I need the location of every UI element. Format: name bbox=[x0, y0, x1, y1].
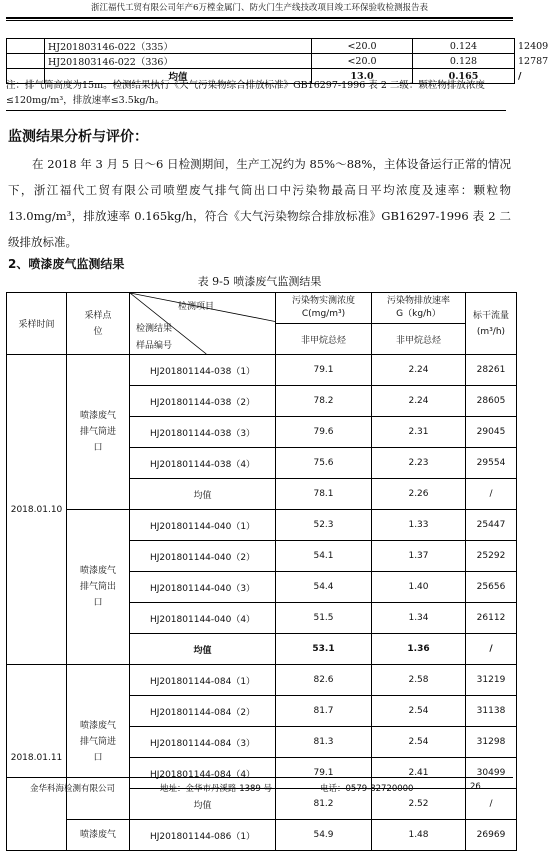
concentration-cell: <20.0 bbox=[312, 54, 413, 69]
section-heading: 2、喷漆废气监测结果 bbox=[8, 257, 125, 271]
table-row bbox=[7, 665, 517, 696]
rate-cell: 1.33 bbox=[372, 510, 466, 541]
average-label: 均值 bbox=[130, 634, 276, 665]
header-sub-conc: 非甲烷总烃 bbox=[276, 324, 372, 355]
table-caption: 表 9-5 喷漆废气监测结果 bbox=[197, 275, 322, 288]
header-rule-thin bbox=[6, 20, 513, 21]
sampling-point: 喷漆废气排气筒进口 bbox=[67, 355, 130, 510]
concentration-cell: 54.9 bbox=[276, 820, 372, 851]
rate-cell: 0.124 bbox=[413, 39, 515, 54]
sampling-point: 喷漆废气 bbox=[67, 820, 130, 851]
flow-cell: 29554 bbox=[466, 448, 517, 479]
header-result: 检测结果 bbox=[136, 324, 173, 334]
concentration-cell: <20.0 bbox=[312, 39, 413, 54]
rate-cell: 2.54 bbox=[372, 727, 466, 758]
evaluation-heading: 监测结果分析与评价： bbox=[8, 129, 148, 145]
header-sub-rate: 非甲烷总烃 bbox=[372, 324, 466, 355]
concentration-cell: 79.1 bbox=[276, 355, 372, 386]
average-label: 均值 bbox=[130, 479, 276, 510]
flow-cell: / bbox=[466, 634, 517, 665]
rate-cell: 1.48 bbox=[372, 820, 466, 851]
evaluation-paragraph: 在 2018 年 3 月 5 日～6 日检测期间，生产工况约为 85%～88%，主体设备运行正常的情况下，浙江福代工贸有限公司喷塑废气排气筒出口中污染物最高日平均浓度及速率：颗粒物 13.0mg/m³，排放速率 0.165kg/h，符合《大气污染物综合排放标准》GB16297-1996 表 2 二级排放标准。 bbox=[8, 157, 511, 249]
rate-cell: 2.54 bbox=[372, 696, 466, 727]
header-time: 采样时间 bbox=[7, 293, 67, 355]
footer-rule bbox=[6, 777, 513, 778]
header-conc: 污染物实测浓度 C(mg/m³) bbox=[276, 293, 372, 324]
table-row bbox=[7, 820, 517, 851]
flow-cell: 30499 bbox=[466, 758, 517, 789]
concentration-cell: 51.5 bbox=[276, 603, 372, 634]
sampling-point: 喷漆废气排气筒出口 bbox=[67, 510, 130, 665]
sample-id: HJ201801144-084（1） bbox=[130, 665, 276, 696]
concentration-cell: 54.4 bbox=[276, 572, 372, 603]
header-row bbox=[7, 293, 517, 324]
paint-exhaust-table bbox=[6, 292, 517, 851]
sampling-point: 喷漆废气排气筒进口 bbox=[67, 665, 130, 820]
rate-cell: 2.58 bbox=[372, 665, 466, 696]
flow-cell: 31298 bbox=[466, 727, 517, 758]
sample-id: HJ201801144-084（4） bbox=[130, 758, 276, 789]
concentration-cell: 78.2 bbox=[276, 386, 372, 417]
header-rule bbox=[6, 17, 513, 19]
table-row bbox=[7, 510, 517, 541]
sample-id: HJ201801144-038（2） bbox=[130, 386, 276, 417]
rate-cell: 2.23 bbox=[372, 448, 466, 479]
rate-cell: 0.165 bbox=[413, 69, 515, 84]
rate-cell: 1.34 bbox=[372, 603, 466, 634]
footer-address: 地址：金华市丹溪路 1389 号 bbox=[160, 784, 273, 794]
rate-cell: 2.24 bbox=[372, 386, 466, 417]
rate-cell: 2.52 bbox=[372, 789, 466, 820]
sample-id: HJ201801144-040（1） bbox=[130, 510, 276, 541]
sample-id: HJ201801144-038（4） bbox=[130, 448, 276, 479]
sample-id: HJ201801144-040（3） bbox=[130, 572, 276, 603]
concentration-cell: 79.6 bbox=[276, 417, 372, 448]
concentration-cell: 82.6 bbox=[276, 665, 372, 696]
sample-id: HJ201801144-040（2） bbox=[130, 541, 276, 572]
sampling-date: 2018.01.11 bbox=[7, 665, 67, 851]
concentration-cell: 53.1 bbox=[276, 634, 372, 665]
flow-cell: 25292 bbox=[466, 541, 517, 572]
table-row: HJ201803146-022（336） <20.0 0.128 12787 bbox=[7, 54, 515, 69]
concentration-cell: 81.3 bbox=[276, 727, 372, 758]
rate-cell: 2.41 bbox=[372, 758, 466, 789]
concentration-cell: 52.3 bbox=[276, 510, 372, 541]
rate-cell: 2.24 bbox=[372, 355, 466, 386]
table-row: HJ201803146-022（335） <20.0 0.124 12409 bbox=[7, 39, 515, 54]
flow-cell: 25656 bbox=[466, 572, 517, 603]
table-row bbox=[7, 355, 517, 386]
rate-cell: 1.40 bbox=[372, 572, 466, 603]
rate-cell: 1.37 bbox=[372, 541, 466, 572]
header-point: 采样点位 bbox=[67, 293, 130, 355]
sample-id: HJ201801144-040（4） bbox=[130, 603, 276, 634]
concentration-cell: 54.1 bbox=[276, 541, 372, 572]
concentration-cell: 81.7 bbox=[276, 696, 372, 727]
flow-cell: 31138 bbox=[466, 696, 517, 727]
header-sample-no: 样品编号 bbox=[136, 341, 173, 351]
header-item: 检测项目 bbox=[178, 302, 215, 312]
concentration-cell: 79.1 bbox=[276, 758, 372, 789]
header-rate: 污染物排放速率 G（kg/h） bbox=[372, 293, 466, 324]
flow-cell: 28261 bbox=[466, 355, 517, 386]
flow-cell: 31219 bbox=[466, 665, 517, 696]
concentration-cell: 75.6 bbox=[276, 448, 372, 479]
flow-cell: / bbox=[466, 479, 517, 510]
sample-id: HJ201801144-084（3） bbox=[130, 727, 276, 758]
rate-cell: 2.26 bbox=[372, 479, 466, 510]
concentration-cell: 78.1 bbox=[276, 479, 372, 510]
rate-cell: 2.31 bbox=[372, 417, 466, 448]
flow-cell: 26112 bbox=[466, 603, 517, 634]
sample-id: HJ201803146-022（336） bbox=[45, 54, 312, 69]
average-row: 均值 13.0 0.165 / bbox=[7, 69, 515, 84]
concentration-cell: 81.2 bbox=[276, 789, 372, 820]
rate-cell: 1.36 bbox=[372, 634, 466, 665]
page-header: 浙江福代工贸有限公司年产6万樘金属门、防火门生产线技改项目竣工环保验收检测报告表 bbox=[91, 3, 428, 13]
concentration-cell: 13.0 bbox=[312, 69, 413, 84]
sampling-date: 2018.01.10 bbox=[7, 355, 67, 665]
flow-cell: 26969 bbox=[466, 820, 517, 851]
header-flow: 标干流量 (m³/h) bbox=[466, 293, 517, 355]
sample-id: HJ201801144-038（3） bbox=[130, 417, 276, 448]
average-label: 均值 bbox=[130, 789, 276, 820]
sample-id: HJ201803146-022（335） bbox=[45, 39, 312, 54]
flow-cell: 29045 bbox=[466, 417, 517, 448]
footer-phone: 电话：0579-82720000 bbox=[320, 784, 414, 794]
header-diagonal-cell bbox=[130, 293, 276, 355]
flow-cell: 28605 bbox=[466, 386, 517, 417]
table-note: 注：排气筒高度为15m。检测结果执行《大气污染物综合排放标准》GB16297-1996 表 2 二级：颗粒物排放浓度≤120mg/m³，排放速率≤3.5kg/h。 bbox=[6, 78, 506, 111]
flow-cell: 25447 bbox=[466, 510, 517, 541]
footer-page-number: 26 bbox=[470, 782, 481, 792]
sample-id: HJ201801144-038（1） bbox=[130, 355, 276, 386]
average-label: 均值 bbox=[45, 69, 312, 84]
rate-cell: 0.128 bbox=[413, 54, 515, 69]
sample-id: HJ201801144-084（2） bbox=[130, 696, 276, 727]
sample-id: HJ201801144-086（1） bbox=[130, 820, 276, 851]
flow-cell: / bbox=[466, 789, 517, 820]
footer-company: 金华科海检测有限公司 bbox=[30, 784, 116, 794]
